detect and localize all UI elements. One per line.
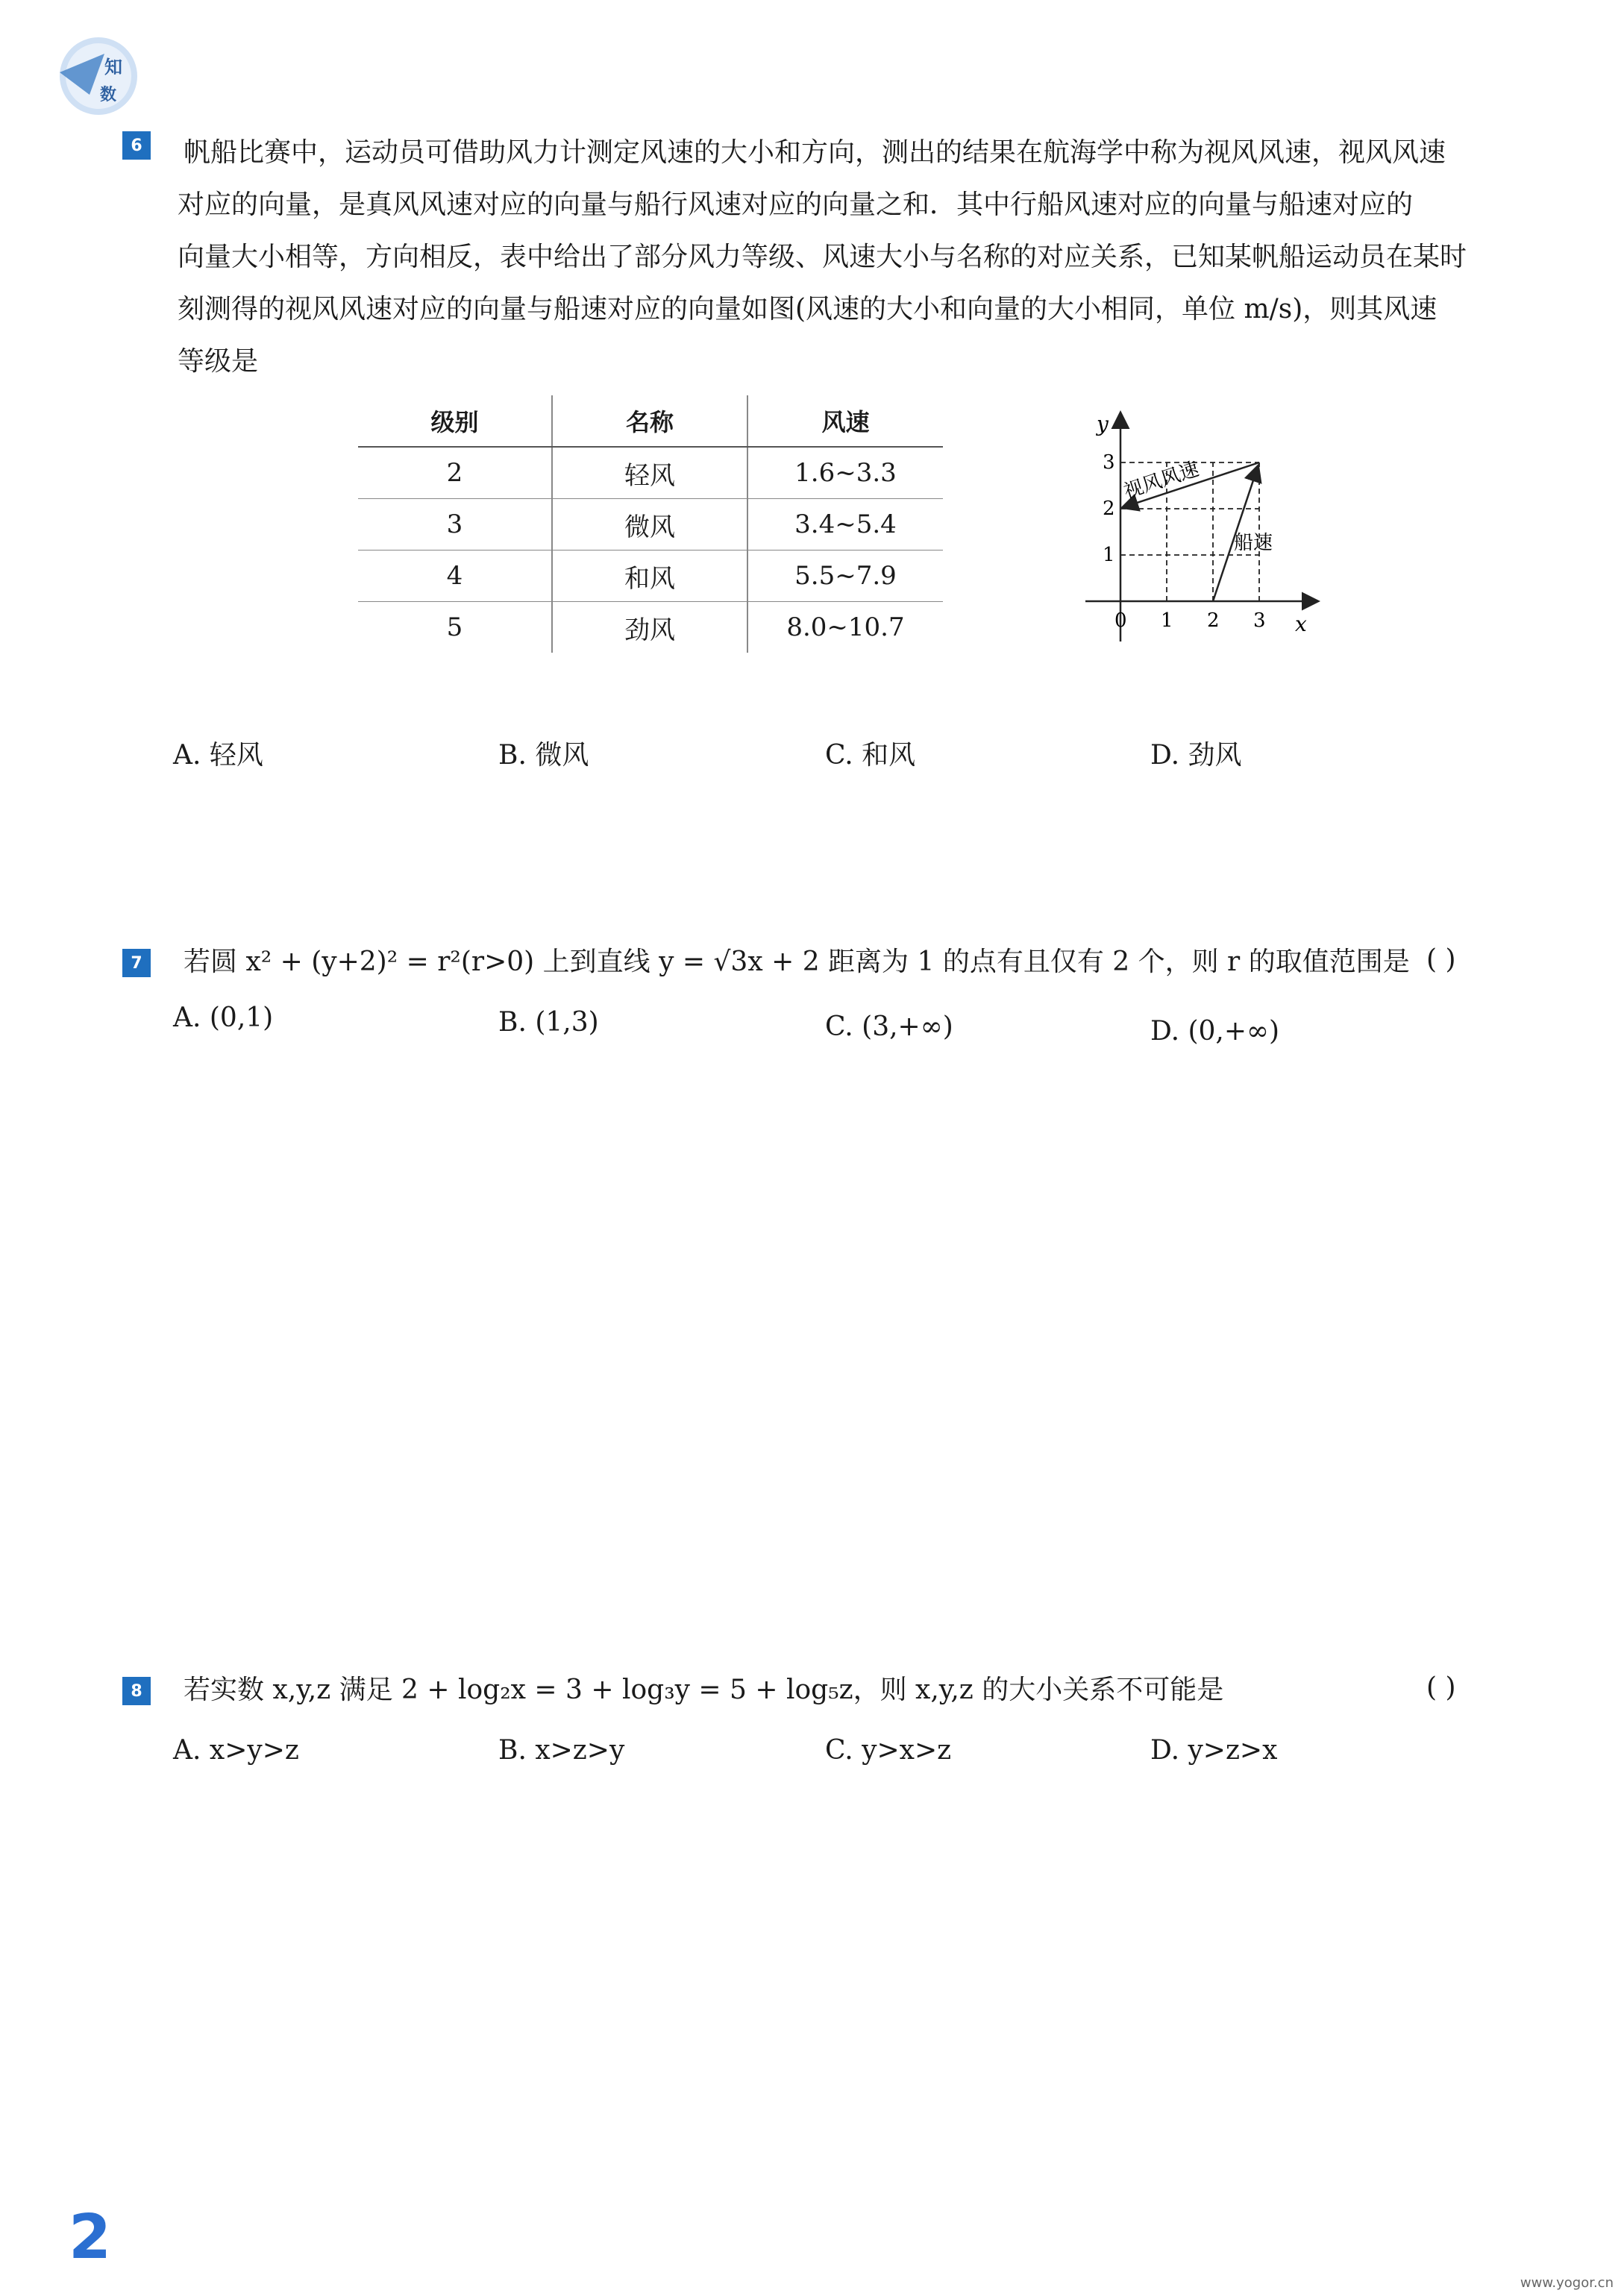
table-row: [358, 602, 943, 653]
table-cell: 微风: [552, 499, 747, 551]
x-tick-label: 2: [1207, 609, 1220, 632]
table-cell: 2: [358, 447, 552, 499]
table-header-speed: 风速: [747, 395, 943, 447]
y-axis-label: y: [1097, 412, 1109, 436]
svg-text:数: 数: [100, 86, 117, 104]
table-cell: 和风: [552, 551, 747, 602]
origin-label: 0: [1114, 609, 1127, 632]
y-tick-label: 2: [1103, 498, 1115, 520]
q6-option-b[interactable]: B. 微风: [498, 740, 589, 771]
q6-line-4: 刻测得的视风风速对应的向量与船速对应的向量如图(风速的大小和向量的大小相同，单位 m/s)，则其风速: [178, 294, 1438, 324]
q8-option-d[interactable]: D. y>z>x: [1150, 1735, 1278, 1766]
q7-option-c[interactable]: C. (3,+∞): [825, 1011, 953, 1042]
q6-line-2: 对应的向量，是真风风速对应的向量与船行风速对应的向量之和．其中行船风速对应的向量与船速对应的: [178, 189, 1414, 220]
table-cell: 8.0~10.7: [747, 602, 943, 653]
table-header-name: 名称: [552, 395, 747, 447]
logo-badge-icon: [52, 31, 142, 121]
x-tick-label: 3: [1253, 609, 1266, 632]
watermark: www.yogor.cn: [1520, 2275, 1614, 2291]
question-number-7: 7: [122, 949, 151, 977]
boat-speed-label: 船速: [1234, 532, 1273, 554]
q7-option-d[interactable]: D. (0,+∞): [1150, 1016, 1280, 1047]
q8-option-a[interactable]: A. x>y>z: [173, 1735, 299, 1766]
q6-option-d[interactable]: D. 劲风: [1150, 740, 1242, 771]
q8-option-c[interactable]: C. y>x>z: [825, 1735, 952, 1766]
vector-figure: [1074, 403, 1328, 656]
table-cell: 5.5~7.9: [747, 551, 943, 602]
q6-option-c[interactable]: C. 和风: [825, 740, 916, 771]
table-row: [358, 499, 943, 551]
y-tick-label: 3: [1103, 451, 1115, 474]
q8-answer-paren: ( ): [1426, 1672, 1456, 1703]
table-cell: 劲风: [552, 602, 747, 653]
question-8-stem: 若实数 x,y,z 满足 2 + log₂x = 3 + log₃y = 5 + log₅z，则 x,y,z 的大小关系不可能是: [184, 1675, 1224, 1705]
q7-option-b[interactable]: B. (1,3): [498, 1007, 599, 1038]
x-tick-label: 1: [1161, 609, 1173, 632]
table-cell: 5: [358, 602, 552, 653]
table-header-level: 级别: [358, 395, 552, 447]
table-cell: 3.4~5.4: [747, 499, 943, 551]
table-cell: 轻风: [552, 447, 747, 499]
question-number-6: 6: [122, 131, 151, 160]
question-number-8: 8: [122, 1677, 151, 1705]
q8-option-b[interactable]: B. x>z>y: [498, 1735, 625, 1766]
svg-text:知: 知: [104, 57, 122, 78]
q7-answer-paren: ( ): [1426, 944, 1456, 975]
y-tick-label: 1: [1103, 544, 1115, 566]
x-axis-label: x: [1295, 612, 1307, 636]
table-cell: 1.6~3.3: [747, 447, 943, 499]
apparent-wind-label: 视风风速: [1120, 457, 1203, 504]
table-row: [358, 447, 943, 499]
q6-line-5: 等级是: [178, 346, 259, 377]
question-7-stem: 若圆 x² + (y+2)² = r²(r>0) 上到直线 y = √3x + 2 距离为 1 的点有且仅有 2 个，则 r 的取值范围是: [184, 947, 1410, 977]
wind-level-table: [358, 395, 943, 653]
question-6-stem: [178, 127, 1505, 388]
table-header-row: [358, 395, 943, 447]
page-number: 2: [69, 2202, 112, 2273]
q6-line-1: 帆船比赛中，运动员可借助风力计测定风速的大小和方向，测出的结果在航海学中称为视风风速，视风风速: [184, 137, 1446, 168]
q7-option-a[interactable]: A. (0,1): [173, 1003, 274, 1033]
table-row: [358, 551, 943, 602]
table-cell: 4: [358, 551, 552, 602]
q6-option-a[interactable]: A. 轻风: [173, 740, 263, 771]
q6-line-3: 向量大小相等，方向相反，表中给出了部分风力等级、风速大小与名称的对应关系，已知某帆船运动员在某时: [178, 242, 1467, 272]
table-cell: 3: [358, 499, 552, 551]
